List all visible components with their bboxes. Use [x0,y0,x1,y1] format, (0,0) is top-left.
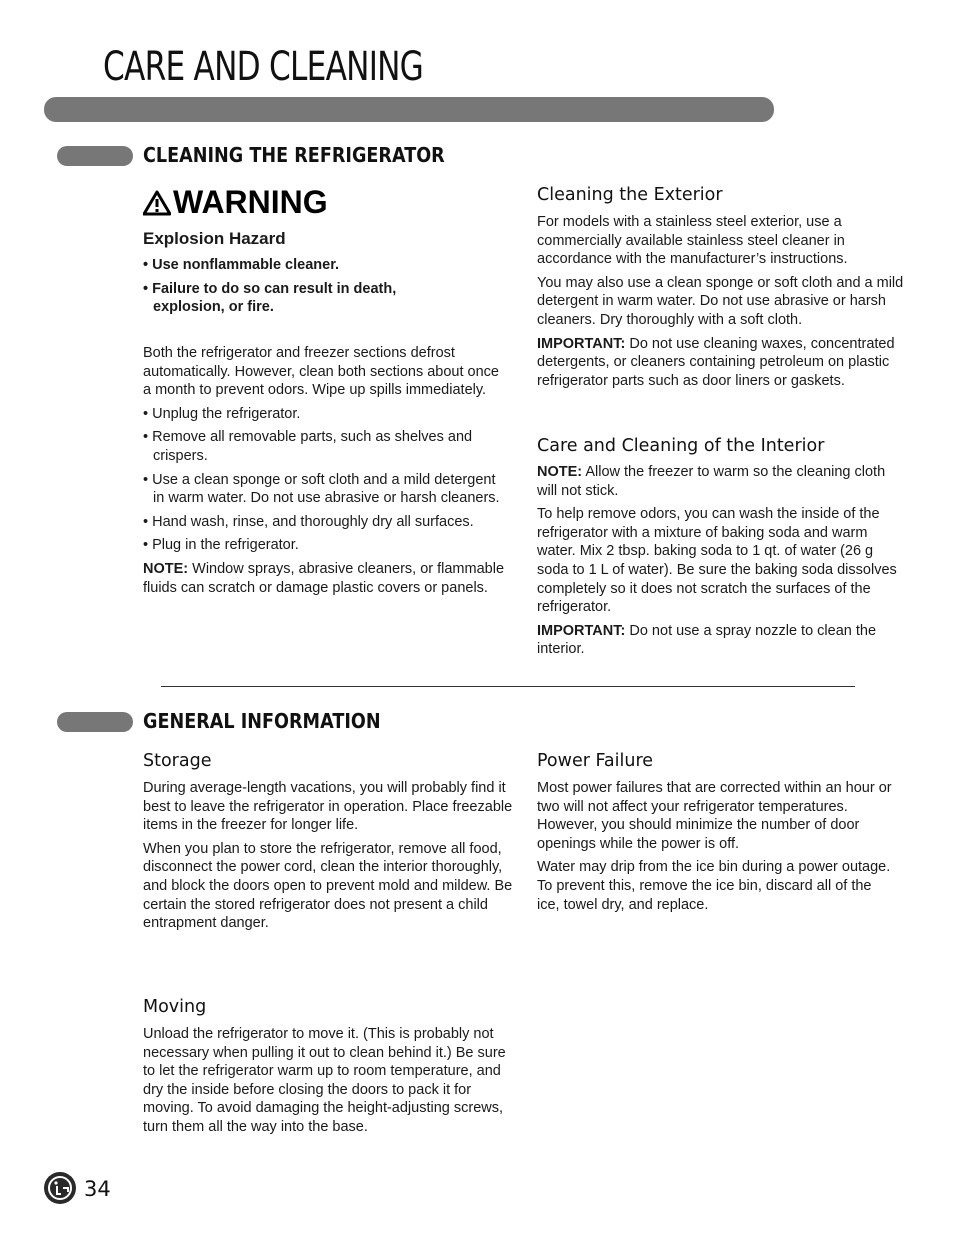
note-text: Allow the freezer to warm so the cleaning cloth will not stick. [537,464,886,499]
exterior-paragraph: For models with a stainless steel exterior, use a commercially available stainless steel cleaner in accordance with the manufacturer’s instructions. [537,214,848,268]
warning-bullet: • Use nonflammable cleaner. [143,257,340,273]
exterior-heading: Cleaning the Exterior [537,185,723,205]
important-label: IMPORTANT: [537,335,626,352]
interior-text [537,463,905,664]
warning-label: WARNING [173,184,328,220]
section-title-cleaning: CLEANING THE REFRIGERATOR [143,143,445,167]
interior-note [537,463,905,500]
storage-paragraph: When you plan to store the refrigerator, remove all food, disconnect the power cord, clean the interior thoroughly, and block the doors open to prevent mold and mildew. Be certain the stored refrigerator does not present a child entrapment danger. [143,840,513,932]
important-label: IMPORTANT: [537,622,626,639]
warning-bullets [143,256,443,322]
power-heading: Power Failure [537,751,654,771]
title-bar [44,97,774,122]
exterior-text [537,213,905,395]
section-marker [57,712,133,732]
interior-heading: Care and Cleaning of the Interior [537,436,825,456]
step-item: • Remove all removable parts, such as shelves and crispers. [143,429,473,464]
interior-important [537,622,905,659]
exterior-important [537,335,905,391]
note-label: NOTE: [537,464,583,480]
step-item: • Hand wash, rinse, and thoroughly dry all surfaces. [143,513,474,530]
important-text: Do not use cleaning waxes, concentrated detergents, or cleaners containing petroleum on plastic refrigerator parts such as door liners or gaskets. [537,335,895,389]
lg-logo-icon [44,1172,76,1204]
section-marker [57,146,133,166]
hazard-title: Explosion Hazard [143,229,286,248]
warning-bullet: • Failure to do so can result in death, explosion, or fire. [143,280,397,316]
important-text: Do not use a spray nozzle to clean the interior. [537,622,877,658]
storage-paragraph: During average-length vacations, you will probably find it best to leave the refrigerator in operation. Place freezable items in the freezer for longer life. [143,780,513,834]
interior-paragraph: To help remove odors, you can wash the inside of the refrigerator with a mixture of baking soda and warm water. Mix 2 tbsp. baking soda to 1 qt. of water (26 g soda to 1 L of water). Be sure the baking soda dissolves completely so it does not scratch the surfaces of the refrigerator. [537,506,897,616]
note-label: NOTE: [143,560,189,577]
note-text: Window sprays, abrasive cleaners, or flammable fluids can scratch or damage plastic covers or panels. [143,560,505,596]
section-divider [161,686,855,687]
cleaning-left-column [143,344,508,602]
intro-paragraph: Both the refrigerator and freezer sections defrost automatically. However, clean both sections about once a month to prevent odors. Wipe up spills immediately. [143,345,499,399]
moving-text [143,1025,518,1142]
note-paragraph [143,560,508,597]
step-item: • Unplug the refrigerator. [143,405,301,422]
power-text [537,779,897,919]
storage-text [143,779,513,938]
section-title-general: GENERAL INFORMATION [143,709,381,733]
exterior-paragraph: You may also use a clean sponge or soft cloth and a mild detergent in warm water. Do not use abrasive or harsh cleaners. Dry thoroughly with a soft cloth. [537,274,904,328]
power-paragraph: Water may drip from the ice bin during a power outage. To prevent this, remove the ice bin, discard all of the ice, towel dry, and replace. [537,859,891,913]
power-paragraph: Most power failures that are corrected within an hour or two will not affect your refrigerator temperatures. However, you should minimize the number of door openings while the power is off. [537,780,892,852]
moving-heading: Moving [143,997,207,1017]
page-title: CARE AND CLEANING [103,44,424,90]
warning-heading [143,184,328,221]
step-item: • Plug in the refrigerator. [143,537,299,554]
step-item: • Use a clean sponge or soft cloth and a mild detergent in warm water. Do not use abrasive or harsh cleaners. [143,471,500,507]
page-number: 34 [84,1177,111,1201]
warning-icon [143,190,171,216]
storage-heading: Storage [143,751,212,771]
moving-paragraph: Unload the refrigerator to move it. (This is probably not necessary when pulling it out to clean behind it.) Be sure to let the refrigerator warm up to room temperature, and dry the inside before closing the doors to pack it for moving. To avoid damaging the height-adjusting screws, turn them all the way into the base. [143,1026,506,1135]
